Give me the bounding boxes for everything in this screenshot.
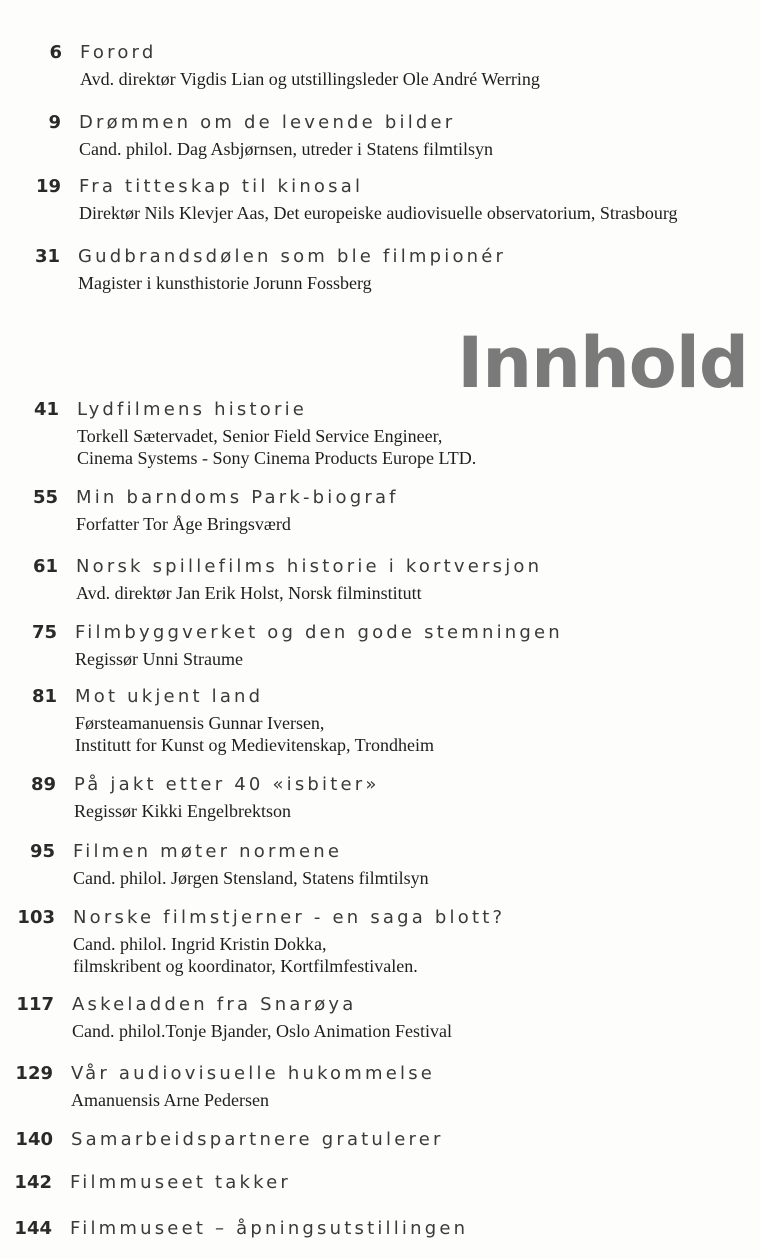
page-number: 129: [15, 1063, 53, 1084]
entry-title: Norske filmstjerner - en saga blott?: [73, 907, 506, 928]
entry-author: Magister i kunsthistorie Jorunn Fossberg: [78, 273, 372, 293]
entry-title: Gudbrandsdølen som ble filmpionér: [78, 246, 507, 267]
entry-author: Forfatter Tor Åge Bringsværd: [76, 514, 291, 534]
entry-author: Torkell Sætervadet, Senior Field Service Engineer,: [77, 426, 443, 446]
entry-title: Filmen møter normene: [73, 841, 343, 862]
page-number: 19: [35, 176, 61, 197]
entry-author: Cand. philol.Tonje Bjander, Oslo Animation Festival: [72, 1021, 452, 1041]
entry-title: Askeladden fra Snarøya: [72, 994, 357, 1015]
page-number: 6: [49, 42, 62, 63]
entry-author: Direktør Nils Klevjer Aas, Det europeiske audiovisuelle observatorium, Strasbourg: [79, 203, 678, 223]
entry-author: Institutt for Kunst og Medievitenskap, Trondheim: [75, 735, 434, 755]
toc-heading: Innhold: [457, 322, 748, 404]
page-number: 61: [32, 556, 58, 577]
page-number: 117: [16, 994, 54, 1015]
entry-title: Forord: [80, 42, 157, 63]
entry-author: Cand. philol. Dag Asbjørnsen, utreder i Statens filmtilsyn: [79, 139, 493, 159]
entry-title: Filmbyggverket og den gode stemningen: [75, 622, 563, 643]
page-number: 31: [34, 246, 60, 267]
entry-title: Filmmuseet takker: [70, 1172, 291, 1193]
entry-title: Fra titteskap til kinosal: [79, 176, 364, 197]
entry-title: Vår audiovisuelle hukommelse: [71, 1063, 436, 1084]
page-number: 103: [17, 907, 55, 928]
entry-title: Samarbeidspartnere gratulerer: [71, 1129, 444, 1150]
entry-title: Mot ukjent land: [75, 686, 264, 707]
entry-title: Min barndoms Park-biograf: [76, 487, 399, 508]
page-number: 95: [29, 841, 55, 862]
entry-author: Cinema Systems - Sony Cinema Products Europe LTD.: [77, 448, 477, 468]
entry-title: Lydfilmens historie: [77, 399, 308, 420]
entry-author: Amanuensis Arne Pedersen: [71, 1090, 269, 1110]
entry-author: Førsteamanuensis Gunnar Iversen,: [75, 713, 325, 733]
page-number: 75: [31, 622, 57, 643]
entry-title: Drømmen om de levende bilder: [79, 112, 456, 133]
page-number: 142: [14, 1172, 52, 1193]
page-number: 81: [31, 686, 57, 707]
entry-author: filmskribent og koordinator, Kortfilmfestivalen.: [73, 956, 418, 976]
page-number: 144: [14, 1218, 52, 1239]
entry-author: Avd. direktør Vigdis Lian og utstillingsleder Ole André Werring: [80, 69, 540, 89]
entry-author: Avd. direktør Jan Erik Holst, Norsk filminstitutt: [76, 583, 422, 603]
page-number: 41: [33, 399, 59, 420]
page-number: 55: [32, 487, 58, 508]
entry-author: Regissør Kikki Engelbrektson: [74, 801, 291, 821]
entry-title: Norsk spillefilms historie i kortversjon: [76, 556, 543, 577]
entry-title: På jakt etter 40 «isbiter»: [74, 774, 380, 795]
entry-author: Cand. philol. Ingrid Kristin Dokka,: [73, 934, 327, 954]
entry-author: Cand. philol. Jørgen Stensland, Statens filmtilsyn: [73, 868, 429, 888]
page-number: 9: [48, 112, 61, 133]
entry-author: Regissør Unni Straume: [75, 649, 243, 669]
page-number: 89: [30, 774, 56, 795]
page-number: 140: [15, 1129, 53, 1150]
entry-title: Filmmuseet – åpningsutstillingen: [70, 1218, 469, 1239]
